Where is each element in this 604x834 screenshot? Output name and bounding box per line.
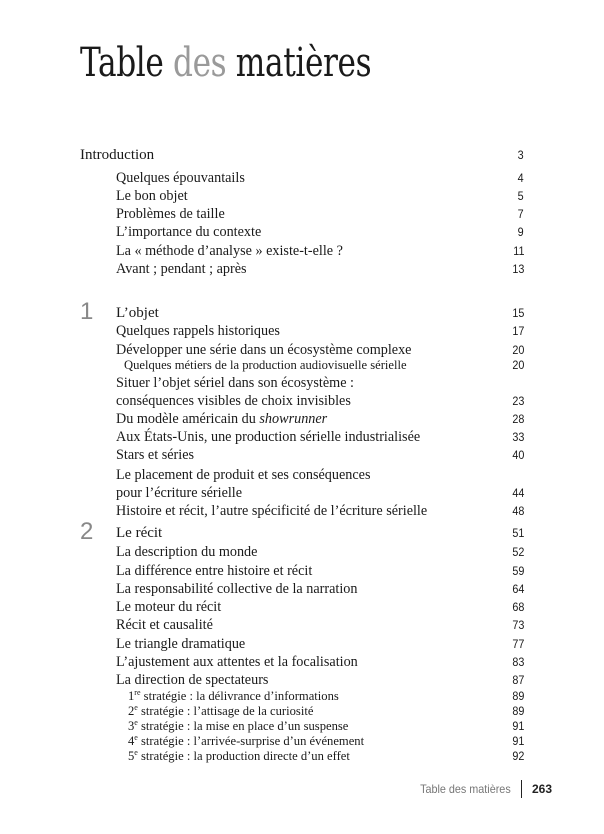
entry-text: Le récit — [116, 524, 163, 541]
entry-text: Avant ; pendant ; après — [116, 260, 247, 277]
entry-page: 4 — [517, 171, 524, 185]
entry-title — [116, 672, 268, 689]
entry-text: Quelques rappels historiques — [116, 322, 280, 339]
entry-title — [116, 617, 213, 634]
toc-entry[interactable] — [116, 223, 524, 241]
entry-page: 23 — [511, 394, 524, 408]
entry-title — [116, 375, 354, 392]
entry-text: Développer une série dans un écosystème complexe — [116, 341, 412, 358]
toc-entry[interactable] — [116, 653, 524, 671]
toc-section-introduction[interactable] — [80, 146, 524, 164]
entry-title — [116, 581, 357, 598]
entry-page: 89 — [511, 689, 524, 703]
entry-page: 89 — [511, 704, 524, 718]
toc-entry[interactable] — [116, 446, 524, 464]
toc-entry[interactable] — [116, 428, 524, 446]
page-footer — [0, 780, 552, 798]
page-title — [80, 40, 371, 86]
toc-entry[interactable] — [116, 260, 524, 278]
title-part-1: Table — [80, 40, 164, 86]
footer-divider — [521, 780, 522, 798]
entry-title — [116, 563, 312, 580]
toc-entry[interactable] — [116, 392, 524, 410]
title-part-3: matières — [235, 40, 372, 86]
entry-text: La description du monde — [116, 543, 258, 560]
ordinal-suffix: e — [134, 748, 138, 757]
entry-text: stratégie : la délivrance d’informations — [140, 689, 339, 703]
entry-title — [116, 485, 242, 502]
page-number: 263 — [531, 782, 552, 796]
entry-text: stratégie : la production directe d’un effet — [137, 749, 350, 763]
entry-title — [116, 224, 261, 241]
toc-entry[interactable] — [116, 242, 524, 260]
entry-text: Situer l’objet sériel dans son écosystème : — [116, 374, 354, 391]
toc-chapter[interactable] — [116, 524, 524, 542]
entry-text: Le placement de produit et ses conséquences — [116, 466, 371, 483]
entry-text: Quelques métiers de la production audiovisuelle sérielle — [124, 357, 407, 372]
toc-entry[interactable] — [116, 466, 524, 484]
toc-entry[interactable] — [116, 484, 524, 502]
entry-title — [116, 243, 343, 260]
entry-text: Le moteur du récit — [116, 598, 222, 615]
toc-entry[interactable] — [116, 543, 524, 561]
entry-text: stratégie : la mise en place d’un suspense — [137, 719, 349, 733]
entry-page: 91 — [511, 734, 524, 748]
title-part-2: des — [172, 40, 227, 86]
entry-text: Du modèle américain du — [116, 410, 260, 427]
entry-text: Stars et séries — [116, 446, 195, 463]
entry-text: conséquences visibles de choix invisibles — [116, 392, 351, 409]
entry-page: 9 — [517, 225, 524, 239]
entry-page: 40 — [511, 448, 524, 462]
entry-title — [116, 503, 427, 520]
entry-title — [116, 411, 327, 428]
ordinal: 2 — [128, 704, 135, 718]
entry-page: 11 — [512, 244, 524, 258]
entry-text: Aux États-Unis, une production sérielle industrialisée — [116, 428, 421, 445]
entry-text-italic: showrunner — [259, 410, 328, 427]
entry-page: 3 — [517, 148, 524, 162]
toc-entry[interactable] — [116, 169, 524, 187]
entry-page: 51 — [511, 526, 524, 540]
entry-title — [116, 170, 245, 187]
running-title: Table des matières — [420, 782, 511, 796]
toc-entry[interactable] — [116, 322, 524, 340]
entry-title — [116, 323, 280, 340]
ordinal-suffix: re — [134, 688, 141, 697]
entry-text: Le triangle dramatique — [116, 635, 246, 652]
entry-page: 87 — [511, 673, 524, 687]
entry-page: 20 — [511, 343, 524, 357]
entry-page: 92 — [511, 749, 524, 763]
entry-text: Problèmes de taille — [116, 205, 225, 222]
entry-page: 33 — [511, 430, 524, 444]
entry-title — [116, 305, 159, 322]
toc-entry[interactable] — [128, 747, 524, 765]
entry-title — [116, 429, 420, 446]
entry-text: Le bon objet — [116, 187, 188, 204]
entry-text: Histoire et récit, l’autre spécificité de l’écriture sérielle — [116, 502, 428, 519]
entry-text: Récit et causalité — [116, 616, 213, 633]
entry-title — [116, 261, 247, 278]
entry-page: 5 — [517, 189, 524, 203]
toc-entry[interactable] — [116, 502, 524, 520]
toc-entry[interactable] — [116, 410, 524, 428]
entry-page: 52 — [511, 545, 524, 559]
entry-title — [116, 636, 245, 653]
ordinal: 1 — [128, 689, 135, 703]
entry-title — [116, 654, 358, 671]
entry-title — [116, 525, 162, 542]
entry-page: 28 — [511, 412, 524, 426]
entry-text: Introduction — [80, 146, 155, 163]
entry-text: Quelques épouvantails — [116, 169, 245, 186]
entry-title — [80, 147, 154, 164]
entry-page: 48 — [511, 504, 524, 518]
toc-entry[interactable] — [116, 635, 524, 653]
entry-page: 20 — [511, 358, 524, 372]
entry-text: La direction de spectateurs — [116, 671, 269, 688]
ordinal: 5 — [128, 749, 135, 763]
entry-text: L’importance du contexte — [116, 223, 262, 240]
entry-text: stratégie : l’arrivée-surprise d’un événement — [137, 734, 365, 748]
entry-page: 91 — [511, 719, 524, 733]
entry-page: 17 — [511, 324, 524, 338]
entry-text: L’objet — [116, 304, 159, 321]
chapter-number: 2 — [80, 518, 94, 545]
entry-text: pour l’écriture sérielle — [116, 484, 243, 501]
ordinal-suffix: e — [134, 718, 138, 727]
entry-page: 15 — [511, 306, 524, 320]
entry-page: 59 — [511, 564, 524, 578]
toc-entry[interactable] — [116, 374, 524, 392]
entry-title — [116, 467, 371, 484]
ordinal: 3 — [128, 719, 135, 733]
entry-title — [116, 393, 351, 410]
toc-entry[interactable] — [116, 580, 524, 598]
entry-page: 73 — [511, 618, 524, 632]
ordinal-suffix: e — [134, 733, 138, 742]
entry-text: La différence entre histoire et récit — [116, 562, 313, 579]
entry-page: 77 — [511, 637, 524, 651]
entry-title — [116, 188, 188, 205]
toc-entry[interactable] — [124, 356, 524, 374]
toc-entry[interactable] — [116, 562, 524, 580]
entry-page: 7 — [517, 207, 524, 221]
toc-entry[interactable] — [116, 616, 524, 634]
chapter-number: 1 — [80, 298, 94, 325]
ordinal-suffix: e — [134, 703, 138, 712]
entry-page: 64 — [511, 582, 524, 596]
toc-entry[interactable] — [116, 598, 524, 616]
ordinal: 4 — [128, 734, 135, 748]
entry-page: 13 — [511, 262, 524, 276]
entry-page: 83 — [511, 655, 524, 669]
toc-entry[interactable] — [116, 187, 524, 205]
entry-title — [116, 447, 194, 464]
toc-chapter[interactable] — [116, 304, 524, 322]
entry-title — [124, 358, 407, 373]
entry-title — [116, 599, 221, 616]
entry-page: 44 — [511, 486, 524, 500]
entry-text: La « méthode d’analyse » existe-t-elle ? — [116, 242, 343, 259]
toc-entry[interactable] — [116, 205, 524, 223]
entry-title — [116, 206, 225, 223]
entry-text: stratégie : l’attisage de la curiosité — [137, 704, 314, 718]
entry-title — [128, 748, 350, 764]
entry-text: L’ajustement aux attentes et la focalisation — [116, 653, 358, 670]
entry-title — [116, 544, 257, 561]
entry-text: La responsabilité collective de la narration — [116, 580, 358, 597]
entry-page: 68 — [511, 600, 524, 614]
